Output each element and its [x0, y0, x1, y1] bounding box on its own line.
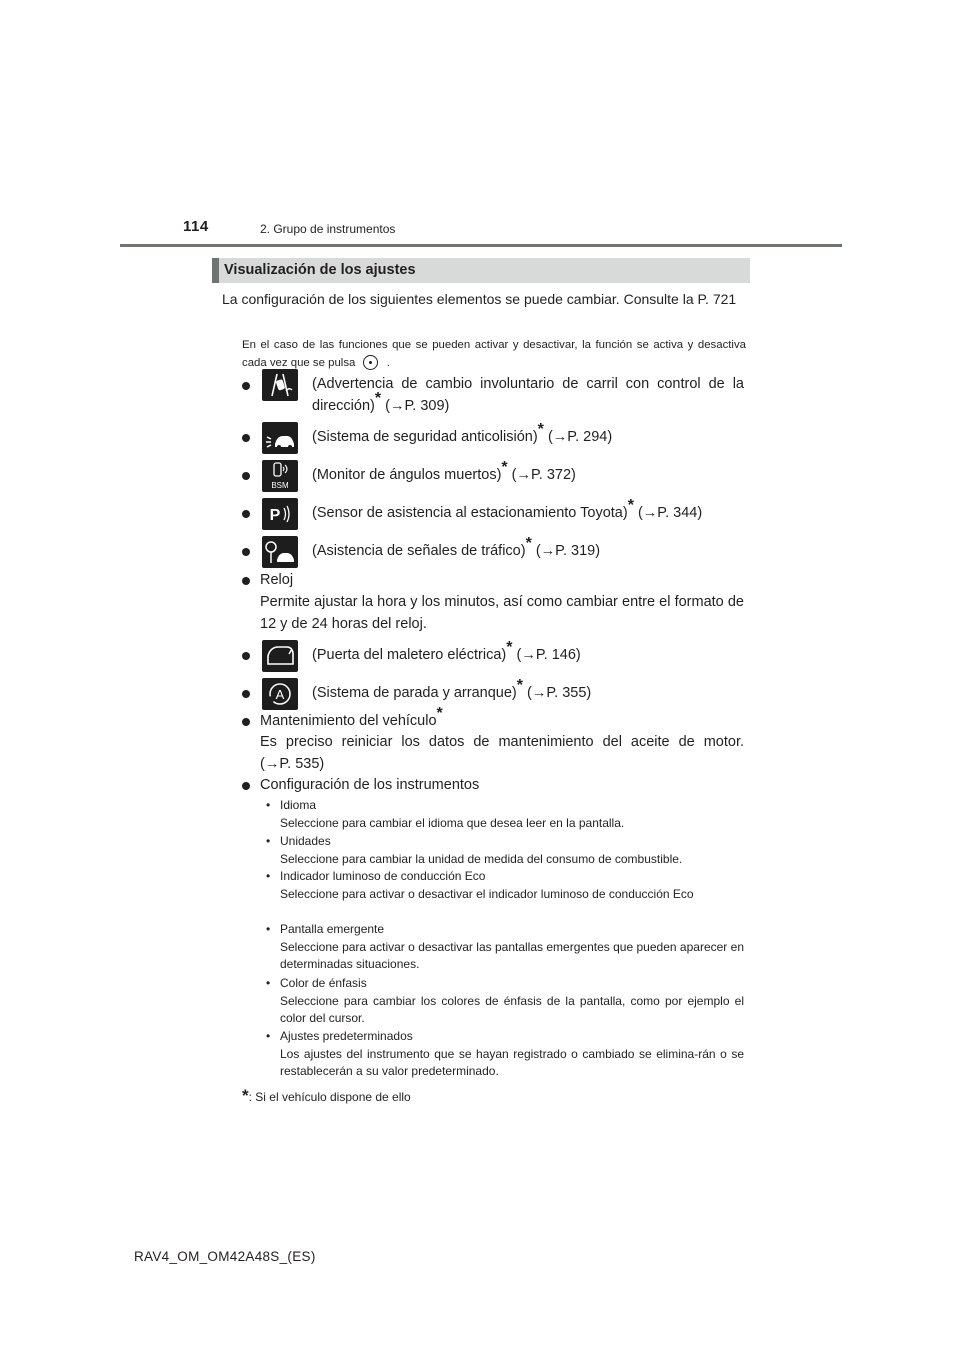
meter-sub-title: Indicador luminoso de conducción Eco: [280, 869, 486, 883]
note-paragraph: [242, 336, 746, 372]
footnote: [242, 1086, 411, 1106]
sub-bullet: •: [266, 1029, 271, 1043]
sub-bullet: •: [266, 869, 271, 883]
meter-control-switch-icon: [363, 355, 378, 370]
item-maintenance-label: Mantenimiento del vehículo: [260, 713, 437, 729]
item-parking-ref: (→P. 344): [637, 505, 703, 521]
asterisk: *: [525, 535, 532, 553]
stop-start-icon-label: A: [275, 687, 285, 702]
item-bsm-label: (Monitor de ángulos muertos): [312, 467, 502, 483]
bsm-icon-label: BSM: [271, 481, 289, 490]
item-bsm-ref: (→P. 372): [511, 467, 576, 483]
meter-sub-item: [266, 921, 744, 974]
asterisk: *: [516, 677, 523, 695]
item-maintenance-title: [260, 705, 443, 732]
footnote-asterisk: *: [242, 1086, 249, 1105]
item-bsm: [312, 459, 576, 486]
item-parking-label: (Sensor de asistencia al estacionamiento Toyota): [312, 505, 628, 521]
item-maintenance-desc: Es preciso reiniciar los datos de mantenimiento del aceite de motor.: [260, 734, 744, 750]
item-pcs: [312, 421, 613, 448]
note-text: En el caso de las funciones que se pueden activar y desactivar, la función se activa y desactiva cada vez que se pulsa: [242, 339, 746, 369]
asterisk: *: [501, 459, 508, 477]
sub-bullet: •: [266, 922, 271, 936]
asterisk: *: [374, 390, 382, 408]
item-stopstart: [312, 677, 592, 704]
lane-departure-steering-icon: [262, 369, 298, 401]
bullet-icon: [242, 510, 250, 518]
item-lta: [312, 373, 744, 417]
asterisk: *: [627, 497, 634, 515]
meter-sub-title: Idioma: [280, 798, 317, 812]
item-tailgate-ref: (→P. 146): [516, 647, 581, 663]
asterisk: *: [506, 639, 513, 657]
item-tailgate-label: (Puerta del maletero eléctrica): [312, 647, 507, 663]
header-rule: [120, 244, 842, 247]
asterisk: *: [537, 421, 544, 439]
item-clock-desc: Permite ajustar la hora y los minutos, así como cambiar entre el formato de 12 y de 24 horas del reloj.: [260, 594, 744, 632]
bsm-icon: [262, 460, 298, 492]
bullet-icon: [242, 690, 250, 698]
bullet-icon: [242, 548, 250, 556]
item-lta-ref: (→P. 309): [385, 398, 450, 414]
meter-sub-item: [266, 1028, 744, 1081]
item-tailgate: [312, 639, 581, 666]
meter-sub-item: [266, 797, 744, 832]
footnote-text: : Si el vehículo dispone de ello: [248, 1090, 411, 1104]
parking-sensor-icon: [262, 498, 298, 530]
bullet-icon: [242, 577, 250, 585]
note-end: .: [386, 357, 390, 369]
sub-bullet: •: [266, 798, 271, 812]
parking-icon-label: P: [269, 507, 281, 524]
section-heading-bar: [212, 258, 219, 283]
item-rsa: [312, 535, 601, 562]
power-back-door-icon: [262, 640, 298, 672]
item-lta-line2: dirección): [312, 398, 375, 414]
item-rsa-ref: (→P. 319): [535, 543, 601, 559]
meter-sub-desc: Seleccione para cambiar los colores de énfasis de la pantalla, como por ejemplo el color del cursor.: [280, 993, 744, 1026]
meter-sub-title: Ajustes predeterminados: [280, 1029, 413, 1043]
bullet-icon: [242, 472, 250, 480]
bullet-icon: [242, 718, 250, 726]
meter-sub-desc: Seleccione para cambiar la unidad de medida del consumo de combustible.: [280, 851, 683, 866]
item-parking: [312, 497, 703, 524]
chapter-title: 2. Grupo de instrumentos: [260, 222, 396, 236]
meter-sub-title: Pantalla emergente: [280, 922, 385, 936]
section-heading: [212, 258, 750, 283]
bullet-icon: [242, 382, 250, 390]
page-number: 114: [183, 218, 209, 235]
item-meter-title: Configuración de los instrumentos: [260, 777, 480, 793]
intro-paragraph: La configuración de los siguientes elementos se puede cambiar. Consulte la P. 721: [222, 291, 737, 307]
sub-bullet: •: [266, 976, 271, 990]
meter-sub-item: [266, 833, 744, 868]
meter-sub-item: [266, 975, 744, 1028]
meter-sub-desc: Seleccione para activar o desactivar las pantallas emergentes que pueden aparecer en determinadas situaciones.: [280, 939, 744, 972]
bullet-icon: [242, 434, 250, 442]
item-maintenance-ref: (→P. 535): [260, 756, 325, 772]
meter-sub-item: [266, 868, 744, 903]
section-title: Visualización de los ajustes: [224, 262, 416, 278]
item-clock-title: Reloj: [260, 572, 294, 588]
road-sign-assist-icon: [262, 536, 298, 568]
meter-sub-desc: Los ajustes del instrumento que se hayan registrado o cambiado se elimina-rán o se restablecerán a su valor predeterminado.: [280, 1046, 744, 1079]
meter-sub-title: Color de énfasis: [280, 976, 367, 990]
bullet-icon: [242, 782, 250, 790]
item-pcs-label: (Sistema de seguridad anticolisión): [312, 429, 538, 445]
asterisk: *: [436, 705, 443, 723]
pre-collision-icon: [262, 422, 298, 454]
bullet-icon: [242, 652, 250, 660]
meter-sub-title: Unidades: [280, 834, 331, 848]
meter-sub-desc: Seleccione para cambiar el idioma que desea leer en la pantalla.: [280, 815, 625, 830]
item-rsa-label: (Asistencia de señales de tráfico): [312, 543, 526, 559]
sub-bullet: •: [266, 834, 271, 848]
stop-start-icon: [262, 678, 298, 710]
document-code: RAV4_OM_OM42A48S_(ES): [134, 1249, 316, 1264]
meter-sub-desc: Seleccione para activar o desactivar el indicador luminoso de conducción Eco: [280, 886, 694, 901]
item-stopstart-ref: (→P. 355): [527, 685, 592, 701]
item-stopstart-label: (Sistema de parada y arranque): [312, 685, 517, 701]
item-lta-line1: (Advertencia de cambio involuntario de carril con control de la: [312, 376, 744, 392]
item-pcs-ref: (→P. 294): [547, 429, 613, 445]
